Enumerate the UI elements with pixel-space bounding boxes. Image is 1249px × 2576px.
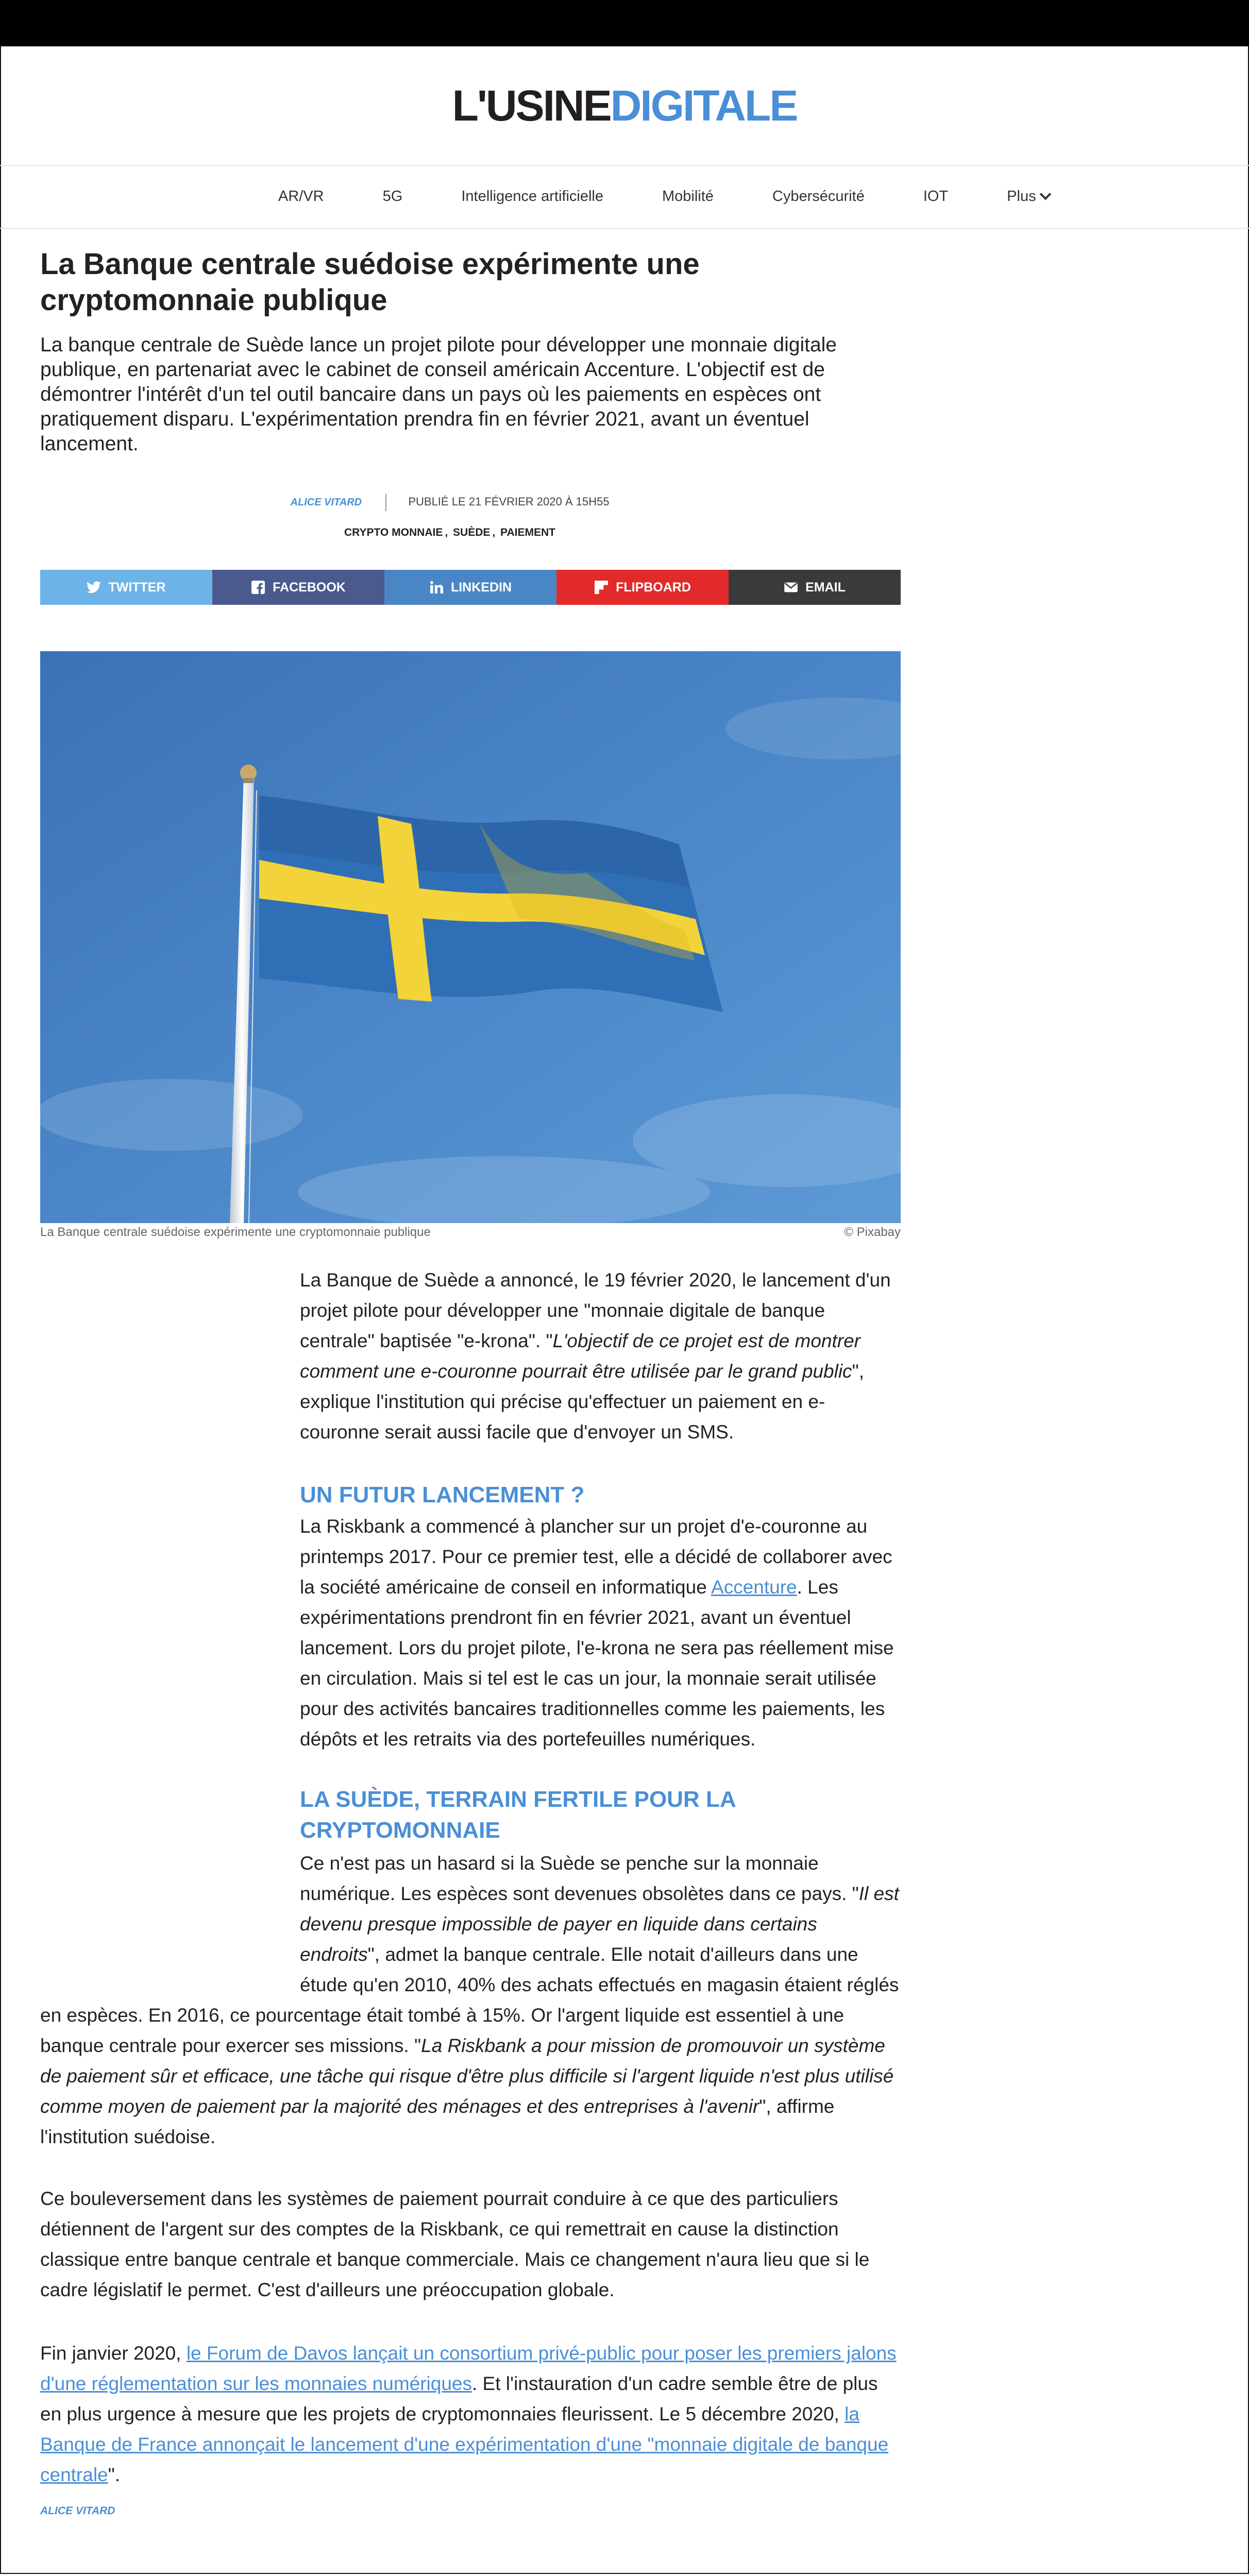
- quote-text: Il est: [858, 1883, 899, 1904]
- article-meta: [0, 494, 900, 511]
- meta-divider: [385, 494, 386, 511]
- paragraph-3-wrap-lines: [300, 1848, 901, 2000]
- nav-item-iot[interactable]: IOT: [923, 188, 949, 205]
- paragraph-2: [300, 1511, 901, 1754]
- image-caption: [40, 1225, 901, 1240]
- nav-item-mobilite[interactable]: Mobilité: [662, 188, 714, 205]
- author-link[interactable]: ALICE VITARD: [290, 496, 362, 508]
- facebook-icon: [251, 581, 265, 594]
- paragraph-text: ".: [108, 2464, 121, 2485]
- share-flipboard-button[interactable]: [556, 570, 729, 605]
- share-flipboard-label: FLIPBOARD: [616, 580, 691, 595]
- author-signature[interactable]: ALICE VITARD: [40, 2505, 115, 2517]
- site-header: [0, 46, 1249, 166]
- share-linkedin-label: LINKEDIN: [450, 580, 512, 595]
- tag-link[interactable]: PAIEMENT: [500, 527, 555, 538]
- paragraph-text: ", affirme l'institution suédoise.: [40, 2096, 835, 2147]
- main-nav: [0, 165, 1249, 229]
- quote-text: devenu presque impossible de payer en liquide dans certains: [300, 1913, 817, 1935]
- browser-top-bar: [0, 0, 1249, 46]
- share-twitter-button[interactable]: [40, 570, 212, 605]
- paragraph-text: numérique. Les espèces sont devenues obsolètes dans ce pays. ": [300, 1883, 859, 1904]
- share-twitter-label: TWITTER: [108, 580, 166, 595]
- nav-more-label: Plus: [1007, 188, 1036, 205]
- banque-de-france-link[interactable]: la Banque de France annonçait le lancement d'une expérimentation d'une "monnaie digitale de banque centrale: [40, 2403, 889, 2485]
- swedish-flag-photo: [40, 651, 901, 1223]
- paragraph-3-continued: [40, 2000, 901, 2152]
- share-email-label: EMAIL: [805, 580, 846, 595]
- share-bar: [40, 570, 901, 605]
- linkedin-icon: [429, 581, 444, 594]
- nav-item-cybersecurite[interactable]: Cybersécurité: [772, 188, 865, 205]
- quote-text: endroits: [300, 1944, 368, 1965]
- section-heading-1: UN FUTUR LANCEMENT ?: [300, 1482, 585, 1507]
- quote-text: La Riskbank a pour mission de promouvoir un système de paiement sûr et efficace, une tâche qui risque d'être plus difficile si l'argent liquide n'est plus utilisé comme moyen de paiement par la majorité des ménages et des entreprises à l'avenir: [40, 2035, 894, 2117]
- article-tags: CRYPTO MONNAIE , SUÈDE , PAIEMENT: [344, 527, 555, 538]
- paragraph-4: Ce bouleversement dans les systèmes de paiement pourrait conduire à ce que des particuliers détiennent de l'argent sur des comptes de la Riskbank, ce qui remettrait en cause la distinction classique entre banque centrale et banque commerciale. Mais ce changement n'aura lieu que si le cadre législatif le permet. C'est d'ailleurs une préoccupation globale.: [40, 2188, 870, 2300]
- flipboard-icon: [594, 581, 609, 594]
- chevron-down-icon: [1039, 189, 1051, 200]
- quote-text: L'objectif de ce projet est de montrer comment une e-couronne pourrait être utilisée par le grand public: [300, 1330, 860, 1382]
- article-lead: La banque centrale de Suède lance un projet pilote pour développer une monnaie digitale publique, en partenariat avec le cabinet de conseil américain Accenture. L'objectif est de démontrer l'intérêt d'un tel outil bancaire dans un pays où les paiements en espèces ont pratiquement disparu. L'expérimentation prendra fin en février 2021, avant un éventuel lancement.: [40, 334, 837, 455]
- paragraph-5: [40, 2338, 901, 2490]
- nav-item-ai[interactable]: Intelligence artificielle: [461, 188, 603, 205]
- paragraph-text: . Les expérimentations prendront fin en février 2021, avant un éventuel lancement. Lors du projet pilote, l'e-krona ne sera pas réellement mise en circulation. Mais si tel est le cas un jour, la monnaie serait utilisée pour des activités bancaires traditionnelles comme les paiements, les dépôts et les retraits via des portefeuilles numériques.: [300, 1577, 894, 1750]
- section-heading-2: LA SUÈDE, TERRAIN FERTILE POUR LA CRYPTOMONNAIE: [300, 1787, 735, 1843]
- paragraph-text: La Banque de Suède a annoncé, le 19 février 2020, le lancement d'un projet pilote pour développer une "monnaie digitale de banque centrale" baptisée "e-krona". ": [300, 1269, 891, 1351]
- paragraph-text: en espèces. En 2016, ce pourcentage était tombé à 15%. Or l'argent liquide est essentiel à une banque centrale pour exercer ses missions. ": [40, 2005, 845, 2056]
- paragraph-1: [300, 1265, 901, 1447]
- share-email-button[interactable]: [729, 570, 901, 605]
- paragraph-text: . Et l'instauration d'un cadre semble être de plus en plus urgence à mesure que les projets de cryptomonnaies fleurissent. Le 5 décembre 2020,: [40, 2373, 878, 2425]
- paragraph-text: étude qu'en 2010, 40% des achats effectués en magasin étaient réglés: [300, 1974, 899, 1995]
- nav-item-5g[interactable]: 5G: [382, 188, 403, 205]
- email-icon: [784, 581, 798, 594]
- site-logo[interactable]: [0, 82, 1249, 129]
- paragraph-text: ", explique l'institution qui précise qu'effectuer un paiement en e-couronne serait aussi facile que d'envoyer un SMS.: [300, 1361, 864, 1443]
- tag-link[interactable]: SUÈDE: [453, 527, 491, 538]
- image-caption-text: La Banque centrale suédoise expérimente une cryptomonnaie publique: [40, 1225, 431, 1239]
- davos-forum-link[interactable]: le Forum de Davos lançait un consortium privé-public pour poser les premiers jalons d'une réglementation sur les monnaies numériques: [40, 2343, 897, 2394]
- article-hero-image: [40, 651, 901, 1223]
- tag-link[interactable]: CRYPTO MONNAIE: [344, 527, 443, 538]
- accenture-link[interactable]: Accenture: [711, 1577, 797, 1598]
- share-facebook-label: FACEBOOK: [273, 580, 346, 595]
- paragraph-text: Ce n'est pas un hasard si la Suède se penche sur la monnaie: [300, 1853, 819, 1874]
- nav-item-arvr[interactable]: AR/VR: [278, 188, 324, 205]
- paragraph-text: La Riskbank a commencé à plancher sur un projet d'e-couronne au printemps 2017. Pour ce premier test, elle a décidé de collaborer avec la société américaine de conseil en informatique: [300, 1516, 892, 1598]
- logo-part-usine: L'USINE: [452, 81, 611, 130]
- nav-more-button[interactable]: [1007, 188, 1049, 205]
- share-facebook-button[interactable]: [212, 570, 384, 605]
- logo-part-digitale: DIGITALE: [610, 81, 797, 130]
- article-title: La Banque centrale suédoise expérimente une cryptomonnaie publique: [40, 247, 700, 317]
- image-credit: © Pixabay: [844, 1225, 901, 1239]
- share-linkedin-button[interactable]: [384, 570, 556, 605]
- paragraph-text: Fin janvier 2020,: [40, 2343, 187, 2364]
- twitter-icon: [87, 581, 101, 594]
- paragraph-text: ", admet la banque centrale. Elle notait d'ailleurs dans une: [367, 1944, 858, 1965]
- publish-date: PUBLIÉ LE 21 FÉVRIER 2020 À 15H55: [408, 495, 610, 508]
